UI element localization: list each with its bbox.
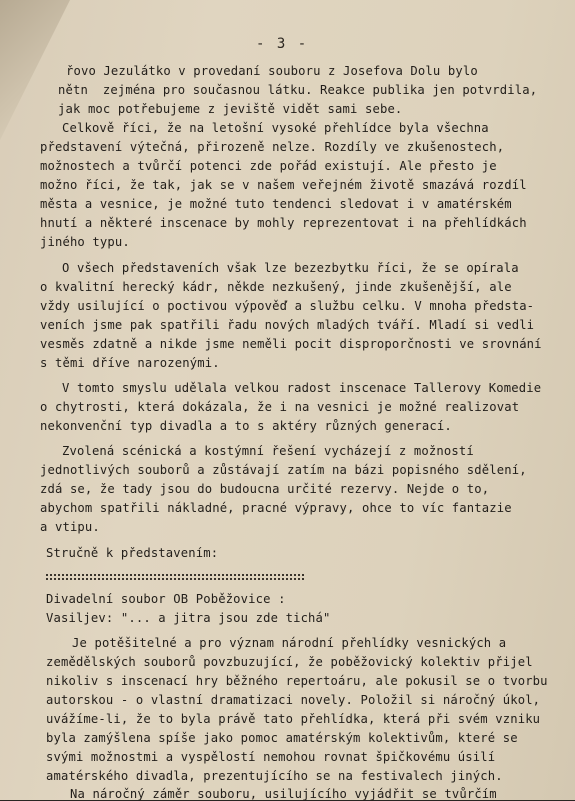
text-line: a vtipu. [40,520,100,534]
text-line: zemědělských souborů povzbuzující, že poběžovický kolektiv přijel [46,655,533,669]
text-line: O všech představeních však lze bezezbytku říci, že se opírala [62,261,519,275]
text-line: autorskou - o vlastní dramatizaci novely. Položil si náročný úkol, [46,693,541,707]
text-line: Celkově říci, že na letošní vysoké přehlídce byla všechna [62,121,489,135]
text-line: o chytrosti, která dokázala, že i na vesnici je možné realizovat [40,400,520,414]
dotted-rule [46,578,304,580]
text-line: Na náročný záměr souboru, usilujícího vyjádřit se tvůrčím [70,787,497,801]
text-line: jiného typu. [40,235,130,249]
text-line: svými možnostmi a vyspělostí nemohou rovnat špičkovému úsilí [46,750,496,764]
folded-page-corner [0,0,70,140]
text-line: byla zamýšlena spíše jako pomoc amatérským kolektivům, které se [46,731,518,745]
text-line: nětn zejména pro současnou látku. Reakce publika jen potvrdila, [58,83,538,97]
text-line: Zvolená scénická a kostýmní řešení vycházejí z možností [62,444,474,458]
text-line: Je potěšitelné a pro význam národní přehlídky vesnických a [72,636,507,650]
play-title: Vasiljev: "... a jitra jsou zde tichá" [46,611,331,625]
text-line: možnostech a tvůrčí potenci zde pořád existují. Ale přesto je [40,159,497,173]
text-line: jednotlivých souborů a zůstávají zatím na bázi popisného sdělení, [40,463,527,477]
text-line: města a vesnice, je možné tuto tendenci sledovat i v amatérském [40,197,512,211]
text-line: možno říci, že tak, jak se v našem veřejném životě smazává rozdíl [40,178,527,192]
text-line: nikoliv s inscenací hry běžného repertoáru, ale pokusil se o tvorbu [46,674,548,688]
text-line: veních jsme pak spatřili řadu nových mladých tváří. Mladí si vedli [40,318,535,332]
text-line: uvážíme-li, že to byla právě tato přehlídka, která při svém vzniku [46,712,541,726]
text-line: nekonvenční typ divadla a to s aktéry různých generací. [40,419,452,433]
section-heading: Stručně k představením: [46,546,219,560]
text-line: jak moc potřebujeme z jeviště vidět sami sebe. [58,102,403,116]
text-line: řovo Jezulátko v provedaní souboru z Josefova Dolu bylo [66,64,478,78]
text-line: o kvalitní herecký kádr, někde nezkušený, jinde zkušenější, ale [40,280,512,294]
text-line: amatérského divadla, prezentujícího se na festivalech jiných. [46,769,503,783]
text-line: hnutí a některé inscenace by mohly reprezentovat i na přehlídkách [40,216,527,230]
text-line: představení výtečná, přirozeně nelze. Rozdíly ve zkušenostech, [40,140,505,154]
text-line: zdá se, že tady jsou do budoucna určité rezervy. Nejde o to, [40,482,490,496]
text-line: s těmi dříve narozenými. [40,356,220,370]
page-number: - 3 - [256,36,309,52]
text-line: vždy usilující o poctivou výpověď a službu celku. V mnoha předsta- [40,299,535,313]
text-line: V tomto smyslu udělala velkou radost inscenace Tallerovy Komedie [62,381,542,395]
dotted-rule [46,574,304,576]
text-line: vesměs zdatně a nikde jsme neměli pocit disproporčnosti ve srovnání [40,337,542,351]
troupe-name: Divadelní soubor OB Poběžovice : [46,592,286,606]
text-line: abychom spatřili nákladné, pracné výpravy, ohce to víc fantazie [40,501,512,515]
